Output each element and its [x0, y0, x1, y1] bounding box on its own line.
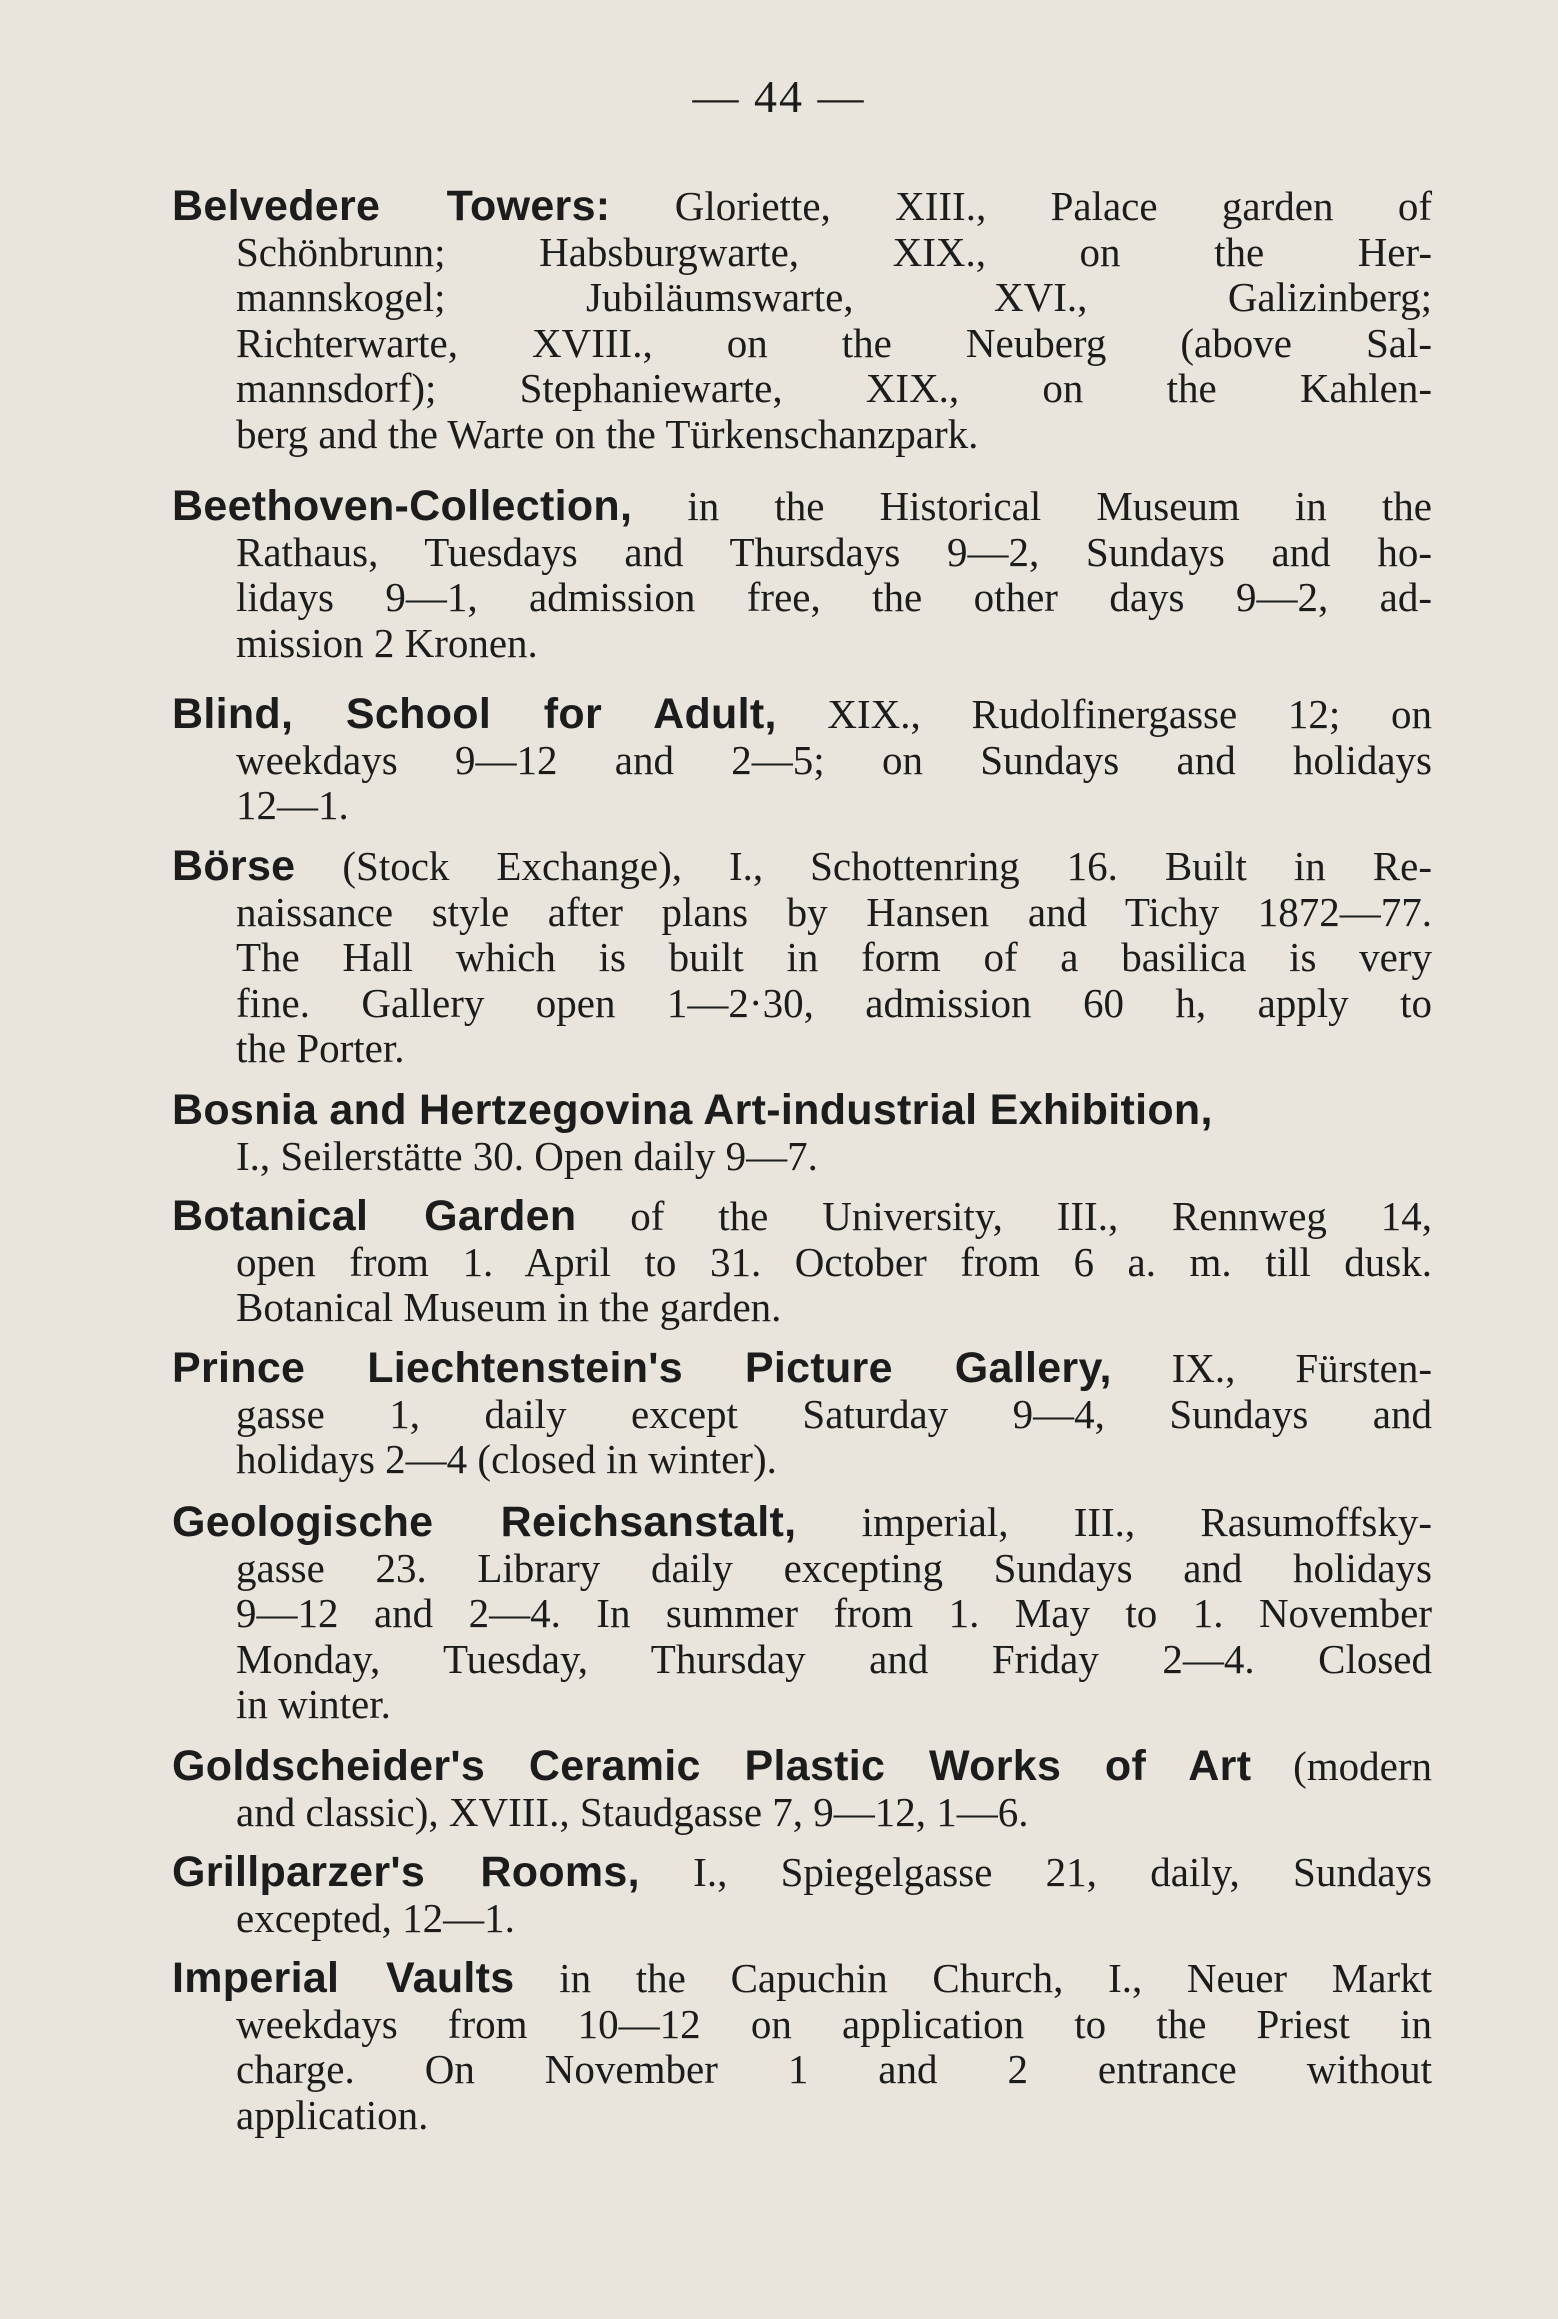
entry-text: gasse 1, daily except Saturday 9—4, Sundays and: [236, 1390, 1432, 1437]
entry-heading: Imperial Vaults: [172, 1954, 515, 2002]
entry-heading: Goldscheider's Ceramic Plastic Works of Art: [172, 1742, 1252, 1790]
entry-text: naissance style after plans by Hansen and Tichy 1872—77.: [236, 888, 1432, 935]
entry-text: open from 1. April to 31. October from 6 a. m. till dusk.: [236, 1238, 1432, 1285]
entry-liechtenstein-gallery: [172, 1346, 1432, 1483]
entry-text: gasse 23. Library daily excepting Sundays and holidays: [236, 1544, 1432, 1591]
entry-beethoven-collection: [172, 484, 1432, 666]
entry-text: Rathaus, Tuesdays and Thursdays 9—2, Sundays and ho-: [236, 528, 1432, 575]
entry-heading: Belvedere Towers:: [172, 182, 611, 230]
entry-bosnia-exhibition: [172, 1088, 1432, 1179]
entry-text: Richterwarte, XVIII., on the Neuberg (above Sal-: [236, 319, 1432, 366]
entry-text: in winter.: [236, 1681, 391, 1727]
entry-text: 12—1.: [236, 782, 349, 828]
entry-geologische-reichsanstalt: [172, 1500, 1432, 1728]
entry-text: weekdays from 10—12 on application to the Priest in: [236, 2000, 1432, 2047]
entry-heading: Geologische Reichsanstalt,: [172, 1498, 797, 1546]
entry-text: XIX., Rudolfinergasse 12; on: [776, 691, 1432, 737]
entry-text: in the Historical Museum in the: [632, 483, 1432, 529]
entry-imperial-vaults: [172, 1956, 1432, 2138]
entry-text: Gloriette, XIII., Palace garden of: [610, 183, 1432, 229]
entry-blind-school: [172, 692, 1432, 829]
entry-text: Monday, Tuesday, Thursday and Friday 2—4. Closed: [236, 1635, 1432, 1682]
entry-text: 9—12 and 2—4. In summer from 1. May to 1. November: [236, 1590, 1432, 1636]
entry-heading: Beethoven-Collection,: [172, 482, 633, 530]
entry-heading: Blind, School for Adult,: [172, 690, 777, 738]
entry-text: in the Capuchin Church, I., Neuer Markt: [514, 1955, 1432, 2001]
entry-text: mannskogel; Jubiläumswarte, XVI., Galizinberg;: [236, 274, 1432, 320]
entry-text: of the University, III., Rennweg 14,: [576, 1193, 1432, 1239]
entry-text: Botanical Museum in the garden.: [236, 1284, 782, 1330]
entry-goldscheider: [172, 1744, 1432, 1835]
entry-heading: Börse: [172, 842, 296, 890]
entry-text: lidays 9—1, admission free, the other days 9—2, ad-: [236, 574, 1432, 620]
entry-borse: [172, 844, 1432, 1072]
entry-text: Schönbrunn; Habsburgwarte, XIX., on the Her-: [236, 228, 1432, 275]
entry-text: charge. On November 1 and 2 entrance without: [236, 2046, 1432, 2092]
entry-text: I., Spiegelgasse 21, daily, Sundays: [639, 1849, 1432, 1895]
entry-text: (Stock Exchange), I., Schottenring 16. Built in Re-: [295, 843, 1432, 889]
entry-heading: Bosnia and Hertzegovina Art-industrial Exhibition,: [172, 1086, 1213, 1134]
entry-text: mission 2 Kronen.: [236, 619, 538, 666]
entry-text: berg and the Warte on the Türkenschanzpark.: [236, 410, 979, 457]
page-number: — 44 —: [692, 71, 866, 122]
entry-text: (modern: [1251, 1743, 1432, 1789]
entry-heading: Botanical Garden: [172, 1192, 577, 1240]
entry-text: I., Seilerstätte 30. Open daily 9—7.: [236, 1132, 818, 1179]
entry-text: and classic), XVIII., Staudgasse 7, 9—12, 1—6.: [236, 1788, 1029, 1835]
entry-text: mannsdorf); Stephaniewarte, XIX., on the Kahlen-: [236, 365, 1432, 411]
entry-text: holidays 2—4 (closed in winter).: [236, 1436, 777, 1482]
entry-text: The Hall which is built in form of a basilica is very: [236, 934, 1432, 980]
entry-botanical-garden: [172, 1194, 1432, 1331]
entry-text: weekdays 9—12 and 2—5; on Sundays and holidays: [236, 736, 1432, 783]
entry-text: application.: [236, 2091, 429, 2138]
entry-text: imperial, III., Rasumoffsky-: [796, 1499, 1432, 1545]
entry-text: IX., Fürsten-: [1111, 1345, 1433, 1391]
entry-text: the Porter.: [236, 1025, 405, 1071]
entry-text: fine. Gallery open 1—2·30, admission 60 h, apply to: [236, 979, 1432, 1026]
entry-text: excepted, 12—1.: [236, 1894, 515, 1941]
entry-grillparzer-rooms: [172, 1850, 1432, 1941]
entry-heading: Prince Liechtenstein's Picture Gallery,: [172, 1344, 1112, 1392]
entry-heading: Grillparzer's Rooms,: [172, 1848, 640, 1896]
entry-belvedere-towers: [172, 184, 1432, 457]
